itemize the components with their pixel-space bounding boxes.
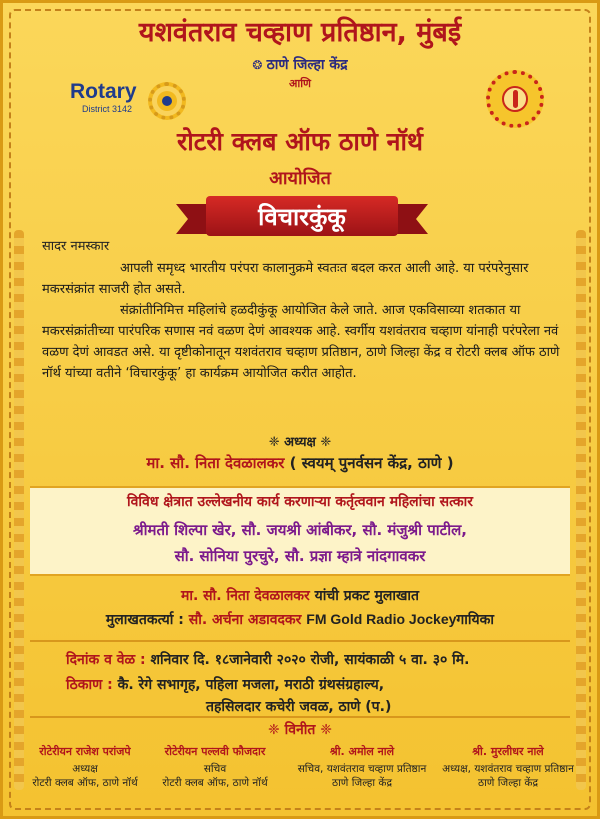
intro-paragraph-1: आपली समृध्द भारतीय परंपरा कालानुक्रमे स्वतःत बदल करत आली आहे. या परंपरेनुसार मकरसंक्रांत साजरी होत असते. <box>42 261 529 297</box>
venue-line-1: कै. रेगे सभागृह, पहिला मजला, मराठी ग्रंथसंग्रहाल्य, <box>117 677 385 693</box>
interviewer-label: मुलाखतकर्त्या : <box>105 612 184 628</box>
honorees-line-1: श्रीमती शिल्पा खेर, सौ. जयश्री आंबीकर, सौ. मंजुश्री पाटील, <box>133 521 467 539</box>
vinit-heading: ❈ विनीत ❈ <box>267 722 332 738</box>
honor-heading: विविध क्षेत्रात उल्लेखनीय कार्य करणाऱ्या कर्तृत्ववान महिलांचा सत्कार <box>127 494 473 510</box>
venue-line-2: तहसिलदार कचेरी जवळ, ठाणे (प.) <box>206 699 392 715</box>
signatory-org: ठाणे जिल्हा केंद्र <box>331 777 393 789</box>
branch-name: ठाणे जिल्हा केंद्र <box>266 57 348 73</box>
signatory-4 <box>428 744 588 790</box>
interviewer-role-en: FM Gold Radio Jockey <box>306 611 457 627</box>
honorees-line-2: सौ. सोनिया पुरचुरे, सौ. प्रज्ञा म्हात्रे नांदगावकर <box>174 547 426 565</box>
club-name: रोटरी क्लब ऑफ ठाणे नॉर्थ <box>177 127 423 156</box>
signatory-org: रोटरी क्लब ऑफ, ठाणे नॉर्थ <box>162 777 268 789</box>
intro-paragraph-2: संक्रांतीनिमित्त महिलांचे हळदीकुंकू आयोजित केले जाते. आज एकविसाव्या शतकात या मकरसंक्रांतीच्या पारंपरिक सणास नवं वळण देणं आवश्यक आहे. स्वर्गीय यशवंतराव चव्हाण यांनाही परंपरेला नवं वळण देणं आवडत असे. या दृष्टीकोनातून यशवंतराव चव्हाण प्रतिष्ठान, ठाणे जिल्हा केंद्र व रोटरी क्लब ऑफ ठाणे नॉर्थ यांच्या वतीने ‘विचारकुंकू’ हा कार्यक्रम आयोजित करीत आहोत. <box>42 303 560 381</box>
signatory-name: रोटेरीयन राजेश परांजपे <box>39 745 131 758</box>
date-value: शनिवार दि. १८जानेवारी २०२० रोजी, सायंकाळी ५ वा. ३० मि. <box>150 652 470 668</box>
signatory-name: श्री. मुरलीधर नाले <box>472 745 544 758</box>
org-title: यशवंतराव चव्हाण प्रतिष्ठान, मुंबई <box>138 17 462 48</box>
salutation: सादर नमस्कार <box>42 239 110 254</box>
interviewer-role-mr: गायिका <box>456 612 495 628</box>
divider <box>30 640 570 642</box>
organized-label: आयोजित <box>269 168 331 189</box>
date-time-line <box>66 650 566 669</box>
signatory-org: ठाणे जिल्हा केंद्र <box>477 777 539 789</box>
signatory-name: रोटेरीयन पल्लवी फौजदार <box>164 745 266 758</box>
rotary-district: District 3142 <box>82 104 133 114</box>
event-ribbon <box>176 196 428 242</box>
interview-line <box>0 586 600 605</box>
venue-block <box>66 674 566 718</box>
yc-pratishthan-logo-icon <box>486 70 544 128</box>
signatory-3 <box>282 744 442 790</box>
president-org: ( स्वयम् पुनर्वसन केंद्र, ठाणे ) <box>289 454 454 472</box>
interviewee-name: मा. सौ. निता देवळालकर <box>180 588 310 604</box>
signatory-1 <box>20 744 150 790</box>
ornament-icon: ❂ <box>252 58 267 72</box>
event-title: विचारकुंकू <box>206 196 398 236</box>
rotary-word: Rotary <box>70 80 137 103</box>
signatory-role: अध्यक्ष <box>72 763 98 775</box>
signatory-role: अध्यक्ष, यशवंतराव चव्हाण प्रतिष्ठान <box>442 763 574 775</box>
signatory-name: श्री. अमोल नाले <box>329 745 395 758</box>
president-heading: ❈ अध्यक्ष ❈ <box>268 435 332 450</box>
divider <box>30 716 570 718</box>
interviewer-name: सौ. अर्चना अडावदकर <box>188 612 302 628</box>
interviewer-line <box>0 610 600 629</box>
vinit-label: विनीत <box>284 722 316 738</box>
date-label: दिनांक व वेळ : <box>66 652 146 668</box>
signatory-role: सचिव, यशवंतराव चव्हाण प्रतिष्ठान <box>297 763 427 775</box>
and-label: आणि <box>288 77 312 90</box>
president-name: मा. सौ. निता देवळालकर <box>146 454 285 472</box>
interview-text: यांची प्रकट मुलाखात <box>314 588 420 604</box>
rotary-wheel-icon <box>148 82 186 120</box>
venue-label: ठिकाण : <box>66 677 113 693</box>
signatory-role: सचिव <box>203 763 227 775</box>
signatory-2 <box>150 744 280 790</box>
president-line <box>0 453 600 473</box>
signatory-org: रोटरी क्लब ऑफ, ठाणे नॉर्थ <box>32 777 138 789</box>
